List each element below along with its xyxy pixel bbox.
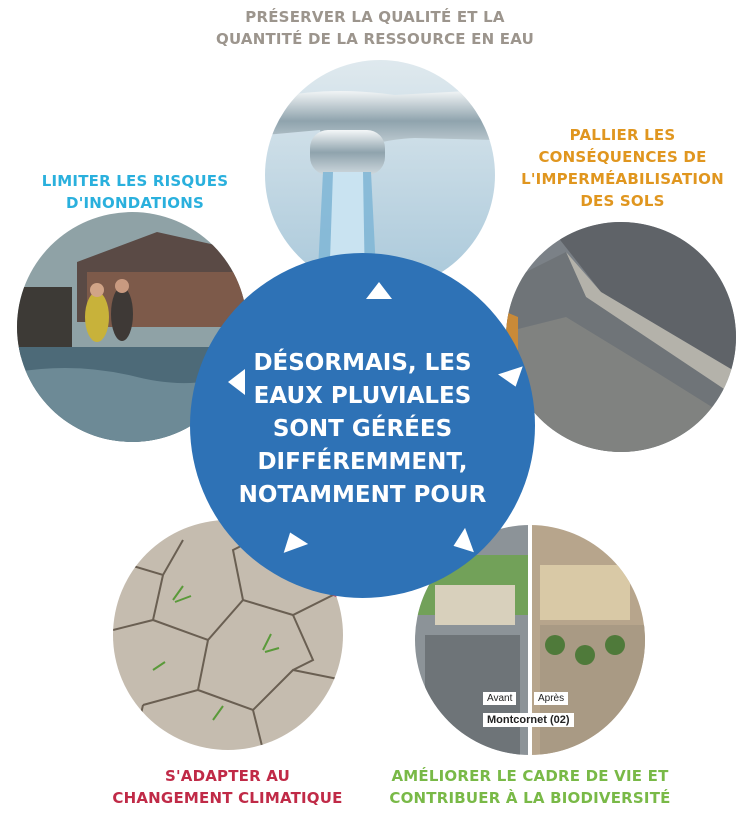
center-line: SONT GÉRÉES <box>272 416 453 442</box>
center-line: DIFFÉREMMENT, <box>257 449 468 475</box>
waterproof-ground-photo <box>506 222 736 452</box>
label-line: L'IMPERMÉABILISATION <box>521 170 724 188</box>
label-line: D'INONDATIONS <box>66 194 204 212</box>
center-circle <box>190 253 535 598</box>
label-line: PRÉSERVER LA QUALITÉ ET LA <box>245 8 505 26</box>
label-water-resource <box>170 6 580 50</box>
label-line: CONTRIBUER À LA BIODIVERSITÉ <box>389 789 671 807</box>
label-line: DES SOLS <box>580 192 665 210</box>
center-line: EAUX PLUVIALES <box>253 383 472 409</box>
label-line: LIMITER LES RISQUES <box>41 172 229 190</box>
label-biodiversity <box>380 765 680 809</box>
label-line: CHANGEMENT CLIMATIQUE <box>112 789 343 807</box>
label-line: QUANTITÉ DE LA RESSOURCE EN EAU <box>216 30 534 48</box>
arrow-left-icon <box>228 369 245 395</box>
arrow-up-icon <box>366 282 392 299</box>
center-text <box>228 347 498 512</box>
label-climate-change <box>95 765 360 809</box>
center-line: DÉSORMAIS, LES <box>253 350 472 376</box>
label-line: CONSÉQUENCES DE <box>538 148 707 166</box>
label-line: AMÉLIORER LE CADRE DE VIE ET <box>391 767 669 785</box>
before-tag: Avant <box>483 692 516 705</box>
location-tag: Montcornet (02) <box>483 713 574 727</box>
after-tag: Après <box>534 692 568 705</box>
center-line: NOTAMMENT POUR <box>238 482 487 508</box>
label-line: PALLIER LES <box>569 126 676 144</box>
label-impermeability <box>510 124 735 212</box>
label-line: S'ADAPTER AU <box>164 767 291 785</box>
label-flood-risk <box>20 170 250 214</box>
